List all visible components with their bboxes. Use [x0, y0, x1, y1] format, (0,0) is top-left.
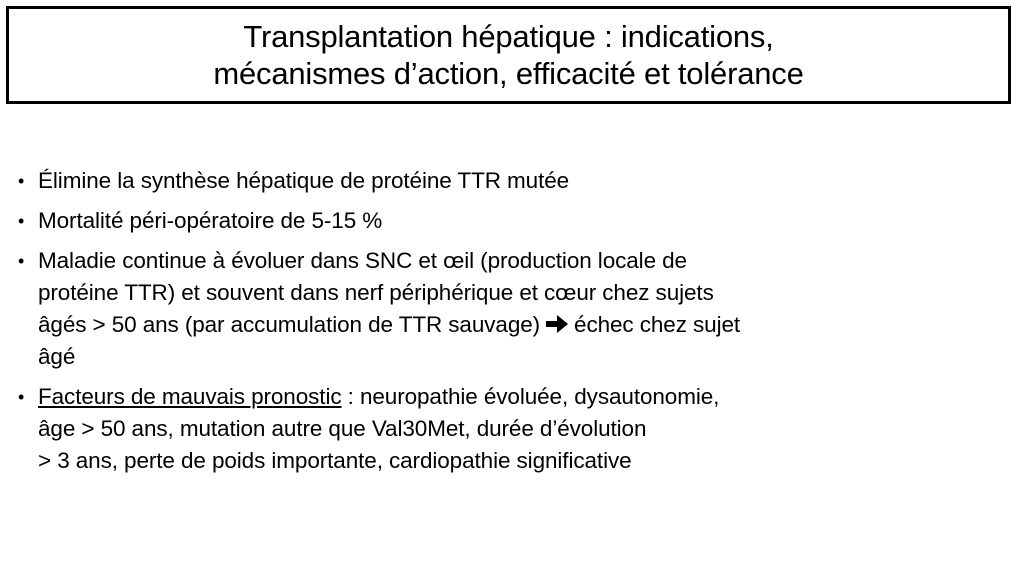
bullet-dot: •	[18, 171, 25, 191]
bullet-3-line-1: Maladie continue à évoluer dans SNC et œil (production locale de	[38, 248, 687, 273]
bullet-4-line-2: âge > 50 ans, mutation autre que Val30Met, durée d’évolution	[38, 416, 647, 441]
title-line-1: Transplantation hépatique : indications,	[243, 19, 774, 54]
bullet-4-underlined-heading: Facteurs de mauvais pronostic	[38, 384, 342, 409]
bullet-4-line-1-rest: : neuropathie évoluée, dysautonomie,	[341, 384, 720, 409]
bullet-3-line-3-before: âgés > 50 ans (par accumulation de TTR sauvage)	[38, 312, 541, 337]
bullet-1-text: Élimine la synthèse hépatique de protéine TTR mutée	[38, 168, 570, 193]
bullet-dot: •	[18, 251, 25, 271]
title-box	[6, 6, 1011, 104]
bullet-item-1	[18, 165, 1008, 197]
bullet-3-line-2: protéine TTR) et souvent dans nerf périphérique et cœur chez sujets	[38, 280, 714, 305]
bullet-4-line-1	[38, 381, 1008, 413]
bullet-dot: •	[18, 211, 25, 231]
bullet-list	[18, 165, 1008, 485]
bullet-3-line-3	[38, 309, 1008, 341]
slide-title	[203, 18, 813, 92]
bullet-item-2	[18, 205, 1008, 237]
bullet-3-line-4: âgé	[38, 344, 76, 369]
bullet-4-line-3: > 3 ans, perte de poids importante, cardiopathie significative	[38, 448, 632, 473]
bullet-dot: •	[18, 387, 25, 407]
right-arrow-icon	[544, 313, 570, 335]
bullet-3-line-3-after: échec chez sujet	[574, 312, 741, 337]
bullet-2-text: Mortalité péri-opératoire de 5-15 %	[38, 208, 383, 233]
bullet-item-4	[18, 381, 1008, 477]
bullet-item-3	[18, 245, 1008, 373]
title-line-2: mécanismes d’action, efficacité et tolérance	[213, 56, 804, 91]
